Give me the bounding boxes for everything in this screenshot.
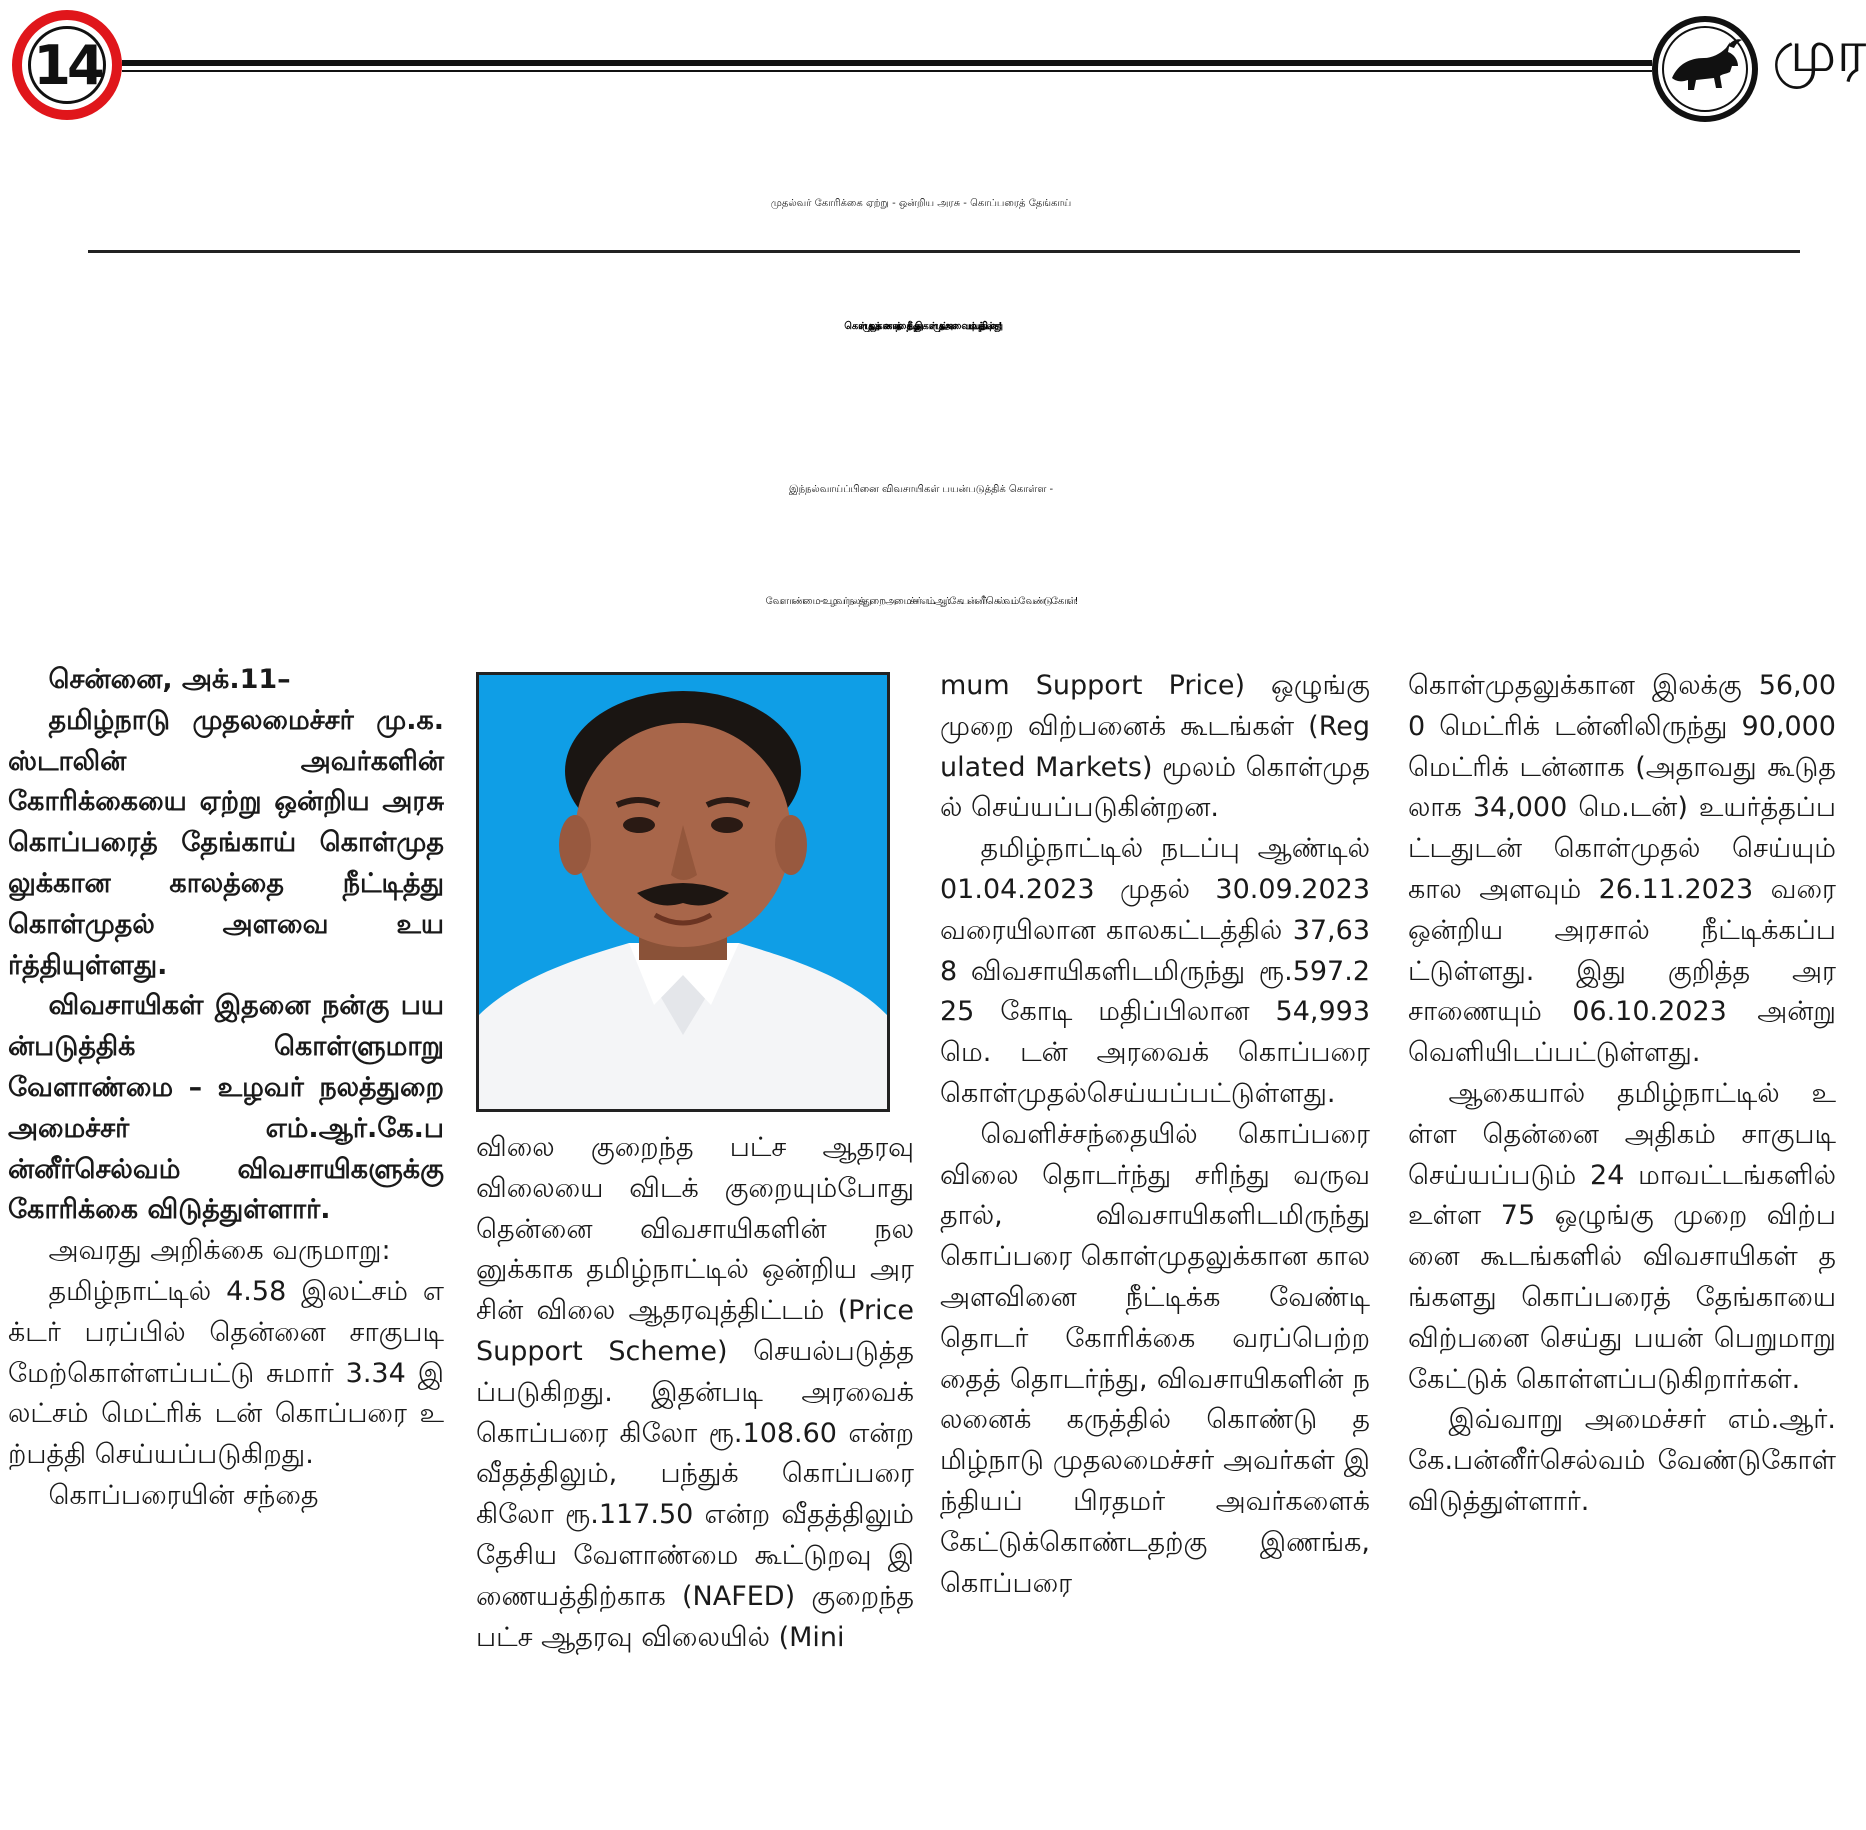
body-paragraph: mum Support Price) ஒழுங்கு முறை விற்பனைக் கூடங்கள் (Regulated Markets) மூலம் கொள்முதல் செய்யப்படுகின்றன. [940, 670, 1370, 824]
portrait-illustration [479, 675, 887, 1109]
body-paragraph: கொள்முதலுக்கான இலக்கு 56,000 மெட்ரிக் டன்னிலிருந்து 90,000 மெட்ரிக் டன்னாக (அதாவது கூடுதலாக 34,000 மெ.டன்) உயர்த்தப்பட்டதுடன் கொள்முதல் செய்யும் கால அளவும் 26.11.2023 வரை ஒன்றிய அரசால் நீட்டிக்கப்பட்டுள்ளது. இது குறித்த அரசாணையும் 06.10.2023 அன்று வெளியிடப்பட்டுள்ளது. [1408, 670, 1836, 1069]
article-column-4 [1408, 666, 1836, 1523]
kicker: முதல்வர் கோரிக்கை ஏற்று - ஒன்றிய அரசு - கொப்பரைத் தேங்காய் [770, 198, 1072, 209]
header-rule [122, 60, 1652, 66]
subheadline: இந்நல்வாய்ப்பினை விவசாயிகள் பயன்படுத்திக் கொள்ள - [788, 484, 1054, 495]
body-paragraph: வெளிச்சந்தையில் கொப்பரை விலை தொடர்ந்து சரிந்து வருவதால், விவசாயிகளிடமிருந்து கொப்பரை கொள்முதலுக்கான கால அளவினை நீட்டிக்க வேண்டி தொடர் கோரிக்கை வரப்பெற்றதைத் தொடர்ந்து, விவசாயிகளின் நலனைக் கருத்தில் கொண்டு தமிழ்நாடு முதலமைச்சர் அவர்கள் இந்தியப் பிரதமர் அவர்களைக் கேட்டுக்கொண்டதற்கு இணங்க, கொப்பரை [940, 1118, 1370, 1599]
page-number-ring [28, 26, 106, 104]
page-number-badge [12, 10, 122, 120]
body-paragraph: கொப்பரையின் சந்தை [48, 1479, 319, 1511]
lead-paragraph-2: விவசாயிகள் இதனை நன்கு பயன்படுத்திக் கொள்ளுமாறு வேளாண்மை – உழவர் நலத்துறை அமைச்சர் எம்.ஆர்.கே.பன்னீர்செல்வம் விவசாயிகளுக்கு கோரிக்கை விடுத்துள்ளார். [8, 990, 444, 1226]
body-paragraph: இவ்வாறு அமைச்சர் எம்.ஆர்.கே.பன்னீர்செல்வம் வேண்டுகோள் விடுத்துள்ளார். [1408, 1404, 1836, 1517]
bull-logo-icon [1650, 14, 1760, 124]
article-column-3 [940, 666, 1370, 1604]
body-paragraph: அவரது அறிக்கை வருமாறு: [48, 1235, 391, 1267]
subheadline-secondary: வேளாண்மை - உழவர் நலத்துறை அமைச்சர் எம்.ஆர்.கே.பன்னீர்செல்வம் வேண்டுகோள்! [765, 596, 1077, 607]
body-paragraph: ஆகையால் தமிழ்நாட்டில் உள்ள தென்னை அதிகம் சாகுபடி செய்யப்படும் 24 மாவட்டங்களில் உள்ள 75 ஒழுங்கு முறை விற்பனை கூடங்களில் விவசாயிகள் தங்களது கொப்பரைத் தேங்காயை விற்பனை செய்து பயன் பெறுமாறு கேட்டுக் கொள்ளப்படுகிறார்கள். [1408, 1077, 1836, 1395]
header-rule-thin [122, 70, 1652, 72]
body-paragraph: விலை குறைந்த பட்ச ஆதரவு விலையை விடக் குறையும்போது தென்னை விவசாயிகளின் நலனுக்காக தமிழ்நாட்டில் ஒன்றிய அரசின் விலை ஆதரவுத்திட்டம் (Price Support Scheme) செயல்படுத்தப்படுகிறது. இதன்படி அரவைக் கொப்பரை கிலோ ரூ.108.60 என்ற வீதத்திலும், பந்துக் கொப்பரை கிலோ ரூ.117.50 என்ற வீதத்திலும் தேசிய வேளாண்மை கூட்டுறவு இணையத்திற்காக (NAFED) குறைந்தபட்ச ஆதரவு விலையில் (Mini [476, 1132, 914, 1653]
page-number: 14 [33, 33, 101, 97]
headline: கொள்முதலுக்கான காலத்தை நீட்டித்து - கொள்முதல் அளவையும் உயர்த்தியுள்ளது! [844, 321, 998, 332]
article-column-1 [8, 660, 444, 1517]
lead-paragraph: தமிழ்நாடு முதலமைச்சர் மு.க.ஸ்டாலின் அவர்களின் கோரிக்கையை ஏற்று ஒன்றிய அரசு கொப்பரைத் தேங்காய் கொள்முதலுக்கான காலத்தை நீட்டித்து கொள்முதல் அளவை உயர்த்தியுள்ளது. [8, 704, 444, 981]
body-paragraph: தமிழ்நாட்டில் நடப்பு ஆண்டில் 01.04.2023 முதல் 30.09.2023 வரையிலான காலகட்டத்தில் 37,638 விவசாயிகளிடமிருந்து ரூ.597.225 கோடி மதிப்பிலான 54,993 மெ. டன் அரவைக் கொப்பரை கொள்முதல்செய்யப்பட்டுள்ளது. [940, 833, 1370, 1109]
masthead-title: முர [1772, 17, 1866, 85]
body-paragraph: தமிழ்நாட்டில் 4.58 இலட்சம் எக்டர் பரப்பில் தென்னை சாகுபடி மேற்கொள்ளப்பட்டு சுமார் 3.34 இலட்சம் மெட்ரிக் டன் கொப்பரை உற்பத்தி செய்யப்படுகிறது. [8, 1275, 444, 1471]
article-column-2 [476, 1128, 914, 1658]
minister-portrait [476, 672, 890, 1112]
kicker-rule [88, 250, 1800, 253]
dateline: சென்னை, அக்.11– [48, 664, 291, 695]
